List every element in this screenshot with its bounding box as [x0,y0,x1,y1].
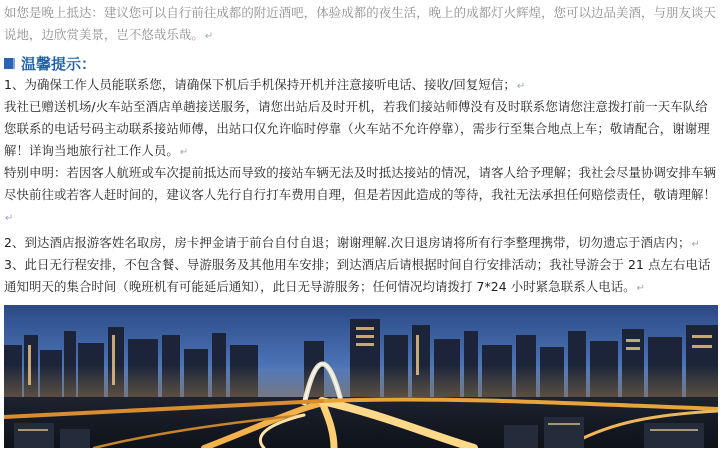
paragraph-text: 3、此日无行程安排，不包含餐、导游服务及其他用车安排；到达酒店后请根据时间自行安排活动；我社导游会于 21 点左右电话通知明天的集合时间（晚班机有可能延后通知），此日无导游服务；任何情况均请拨打 7*24 小时紧急联系人电话。 [4,257,711,294]
city-night-illustration [4,305,718,448]
paragraph-text: 特别申明：若因客人航班或车次提前抵达而导致的接站车辆无法及时抵达接站的情况，请客人给予理解；我社会尽量协调安排车辆尽快前往或若客人赶时间的，建议客人先行自行打车费用自理，但是若因此造成的等待，我社无法承担任何赔偿责任，敬请理解！ [4,165,716,202]
paragraph-text: 1、为确保工作人员能联系您，请确保下机后手机保持开机并注意接听电话、接收/回复短信； [4,77,516,92]
chengdu-night-photo [4,305,718,448]
paragraph-mark: ↵ [636,283,646,294]
paragraph-text: 我社已赠送机场/火车站至酒店单趟接送服务，请您出站后及时开机，若我们接站师傅没有及时联系您请您注意拨打前一天车队给您联系的电话号码主动联系接站师傅，出站口仅允许临时停靠（火车站不允许停靠），需步行至集合地点上车；敬请配合，谢谢理解！详询当地旅行社工作人员。 [4,99,710,158]
paragraph-hotel [4,232,720,256]
paragraph-mark: ↵ [5,213,14,224]
intro-text: 如您是晚上抵达：建议您可以自行前往成都的附近酒吧，体验成都的夜生活，晚上的成都灯火辉煌，您可以边品美酒，与朋友谈天说地，边欣赏美景，岂不悠哉乐哉。 [4,5,716,42]
paragraph-text: 2、到达酒店报游客姓名取房，房卡押金请于前台自付自退；谢谢理解.次日退房请将所有行李整理携带，切勿遗忘于酒店内； [4,235,691,250]
paragraph-mark: ↵ [516,81,526,92]
intro-paragraph [4,2,720,48]
paragraph-mark: ↵ [691,239,700,250]
tips-heading [4,52,96,74]
paragraph-mark: ↵ [179,147,189,158]
paragraph-free-day [4,254,720,300]
paragraph-transfer [4,96,720,164]
square-bullet-icon [4,58,13,69]
tips-heading-title: 温馨提示： [21,54,97,73]
paragraph-special-notice [4,162,720,230]
paragraph-mark: ↵ [204,31,214,42]
paragraph-contact [4,74,720,98]
